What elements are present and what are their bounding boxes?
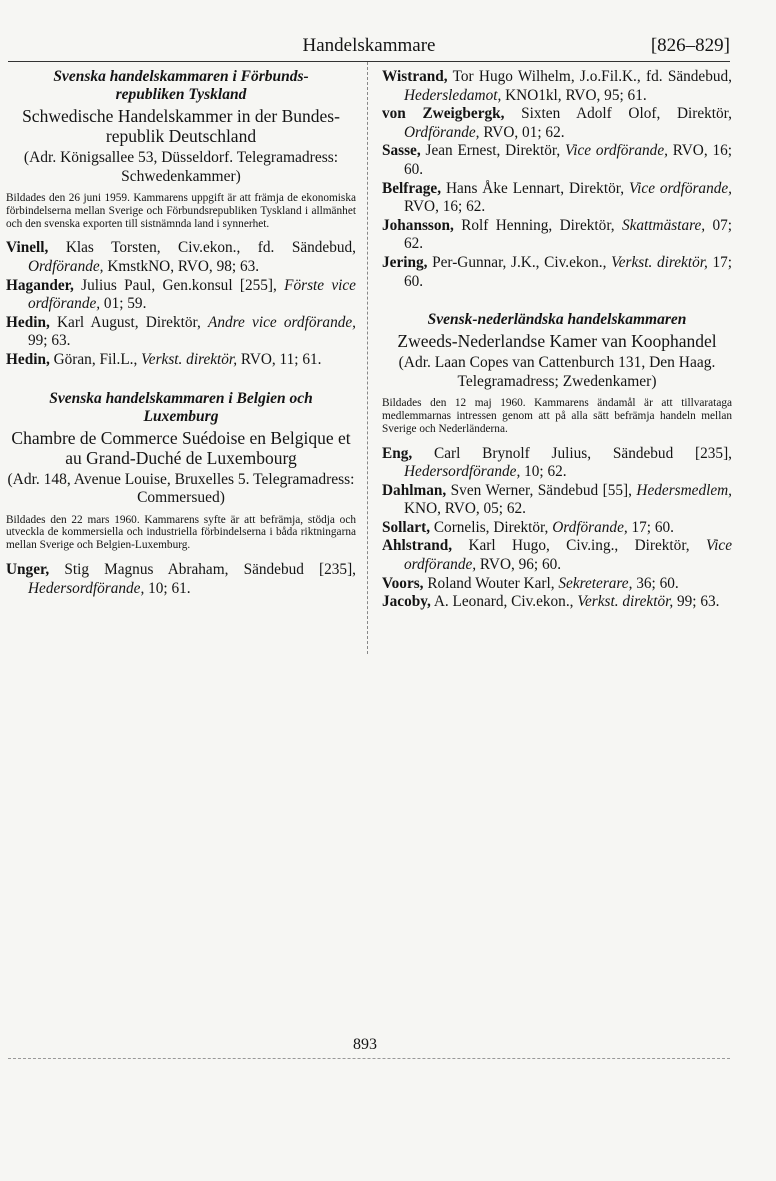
page-number: 893 (353, 1036, 377, 1053)
member-role: Andre vice ordförande, (208, 313, 356, 331)
chamber-section (382, 291, 732, 612)
member-years: 36; 60. (632, 574, 679, 592)
member-list (6, 561, 356, 598)
member-years: RVO, 16; 62. (404, 198, 486, 216)
section-title: Svenska handelskammaren i Förbunds-republiken Tyskland (53, 68, 309, 103)
section-description: Bildades den 22 mars 1960. Kammarens syfte är att befrämja, stödja och utveckla de kommersiella och industriella förbindelserna i båda riktningarna mellan Sverige och Belgien-Luxemburg. (6, 513, 356, 552)
member-years: RVO, 01; 62. (479, 123, 565, 141)
member-entry (382, 68, 732, 105)
member-years: RVO, 96; 60. (476, 556, 562, 574)
member-entry (382, 254, 732, 291)
member-entry (382, 142, 732, 179)
member-years: 07; 62. (404, 216, 732, 253)
section-description: Bildades den 12 maj 1960. Kammarens ändamål är att tillvarataga medlemmarnas intressen genom att på alla sätt befrämja handeln mellan Sverige och Nederländerna. (382, 397, 732, 435)
section-address: (Adr. 148, Avenue Louise, Bruxelles 5. Telegramadress: Commersued) (7, 470, 355, 507)
member-list (382, 68, 732, 291)
member-details: Stig Magnus Abraham, Sändebud [235], (49, 560, 356, 578)
member-role: Skattmästare, (621, 216, 706, 234)
member-years: KmstkNO, RVO, 98; 63. (103, 257, 260, 275)
section-address: (Adr. Königsallee 53, Düsseldorf. Telegramadress: Schwedenkammer) (23, 149, 339, 185)
member-name: Johansson, (382, 216, 454, 234)
member-role: Vice ordförande, (565, 142, 668, 160)
right-column (382, 68, 732, 612)
member-name: Sollart, (382, 518, 431, 536)
member-years: 01; 59. (100, 295, 147, 313)
member-details: A. Leonard, Civ.ekon., (430, 593, 578, 611)
member-name: Belfrage, (382, 179, 442, 197)
member-name: Voors, (382, 574, 424, 592)
section-gap (6, 370, 356, 390)
member-years: KNO1kl, RVO, 95; 61. (501, 86, 647, 104)
member-role: Vice ordförande, (628, 179, 732, 197)
member-details: Carl Brynolf Julius, Sändebud [235], (412, 444, 732, 462)
member-name: Unger, (6, 560, 50, 578)
member-entry (382, 593, 732, 612)
member-details: Karl Hugo, Civ.ing., Direktör, (452, 537, 706, 555)
member-entry (382, 482, 732, 519)
member-details: Roland Wouter Karl, (423, 574, 559, 592)
member-details: Göran, Fil.L., (49, 350, 142, 368)
chamber-section (382, 68, 732, 291)
member-entry (6, 314, 356, 351)
section-subtitle: Chambre de Commerce Suédoise en Belgique et au Grand-Duché de Luxembourg (11, 427, 351, 468)
member-role: Förste vice ordförande, (28, 276, 356, 313)
section-title: Svensk-nederländska handelskammaren (427, 311, 687, 329)
member-name: Wistrand, (382, 68, 448, 85)
member-entry (6, 277, 356, 314)
member-years: RVO, 16; 60. (404, 142, 732, 178)
member-role: Verkst. direktör, (577, 593, 674, 611)
member-name: Vinell, (6, 239, 49, 257)
member-details: Sixten Adolf Olof, Direktör, (504, 105, 732, 123)
member-entry (382, 537, 732, 574)
section-gap (382, 291, 732, 311)
member-details: Tor Hugo Wilhelm, J.o.Fil.K., fd. Sändebud, (447, 68, 732, 85)
member-name: Hedin, (6, 313, 50, 331)
member-years: KNO, RVO, 05; 62. (404, 500, 527, 518)
member-list (6, 239, 356, 369)
member-entry (382, 217, 732, 254)
member-years: 99; 63. (28, 332, 71, 350)
member-years: RVO, 11; 61. (237, 350, 322, 368)
member-role: Hedersmedlem, (636, 481, 732, 499)
member-role: Hedersordförande, (28, 579, 145, 597)
member-role: Hedersordförande, (404, 463, 521, 481)
member-role: Verkst. direktör, (611, 253, 708, 271)
page-header (8, 35, 730, 59)
left-column (6, 68, 356, 598)
member-name: von Zweigbergk, (382, 105, 505, 123)
section-subtitle: Schwedische Handelskammer in der Bundes-republik Deutschland (22, 106, 340, 146)
member-details: Rolf Henning, Direktör, (453, 216, 622, 234)
member-years: 17; 60. (404, 253, 733, 290)
section-description: Bildades den 26 juni 1959. Kammarens uppgift är att främja de ekonomiska förbindelserna mellan Sverige och Förbundsrepubliken Tyskland i allmänhet och den svenska exporten till sistnämnda land i synnerhet. (6, 192, 356, 230)
member-role: Verkst. direktör, (141, 350, 238, 368)
member-name: Sasse, (382, 142, 421, 160)
member-list (382, 445, 732, 612)
member-name: Hagander, (6, 276, 74, 294)
section-title: Svenska handelskammaren i Belgien och Luxemburg (49, 389, 313, 425)
member-role: Sekreterare, (558, 574, 633, 592)
member-entry (6, 561, 356, 598)
column-divider (367, 62, 368, 654)
member-role: Hedersledamot, (404, 86, 502, 104)
member-years: 99; 63. (673, 593, 720, 611)
member-years: 10; 61. (144, 579, 191, 597)
member-entry (382, 445, 732, 482)
chamber-section (6, 370, 356, 599)
member-details: Hans Åke Lennart, Direktör, (441, 179, 629, 197)
member-details: Klas Torsten, Civ.ekon., fd. Sändebud, (48, 239, 356, 257)
member-details: Cornelis, Direktör, (430, 518, 553, 536)
page-title: Handelskammare (302, 35, 436, 56)
footer-rule (8, 1058, 730, 1059)
member-entry (6, 351, 356, 370)
member-name: Hedin, (6, 350, 50, 368)
member-years: 10; 62. (520, 463, 567, 481)
section-address: (Adr. Laan Copes van Cattenburch 131, Den Haag. Telegramadress; Zwedenkamer) (398, 354, 716, 390)
member-name: Eng, (382, 444, 413, 462)
member-role: Ordförande, (404, 123, 480, 141)
page-range: [826–829] (650, 35, 730, 56)
member-name: Jacoby, (382, 593, 431, 611)
member-entry (382, 519, 732, 538)
member-years: 17; 60. (627, 518, 675, 536)
member-entry (382, 575, 732, 594)
member-entry (382, 105, 732, 142)
member-details: Per-Gunnar, J.K., Civ.ekon., (427, 253, 612, 271)
member-role: Ordförande, (28, 257, 104, 275)
member-entry (6, 239, 356, 276)
header-rule (8, 61, 730, 62)
member-details: Sven Werner, Sändebud [55], (446, 481, 637, 499)
member-role: Ordförande, (552, 518, 628, 536)
section-subtitle: Zweeds-Nederlandse Kamer van Koophandel (397, 331, 717, 352)
member-name: Jering, (382, 253, 428, 271)
member-details: Julius Paul, Gen.konsul [255], (73, 276, 285, 294)
member-name: Ahlstrand, (382, 537, 453, 555)
member-entry (382, 180, 732, 217)
member-name: Dahlman, (382, 481, 447, 499)
chamber-section (6, 68, 356, 370)
member-details: Karl August, Direktör, (49, 313, 209, 331)
member-role: Vice ordförande, (404, 537, 732, 574)
member-details: Jean Ernest, Direktör, (420, 142, 566, 160)
